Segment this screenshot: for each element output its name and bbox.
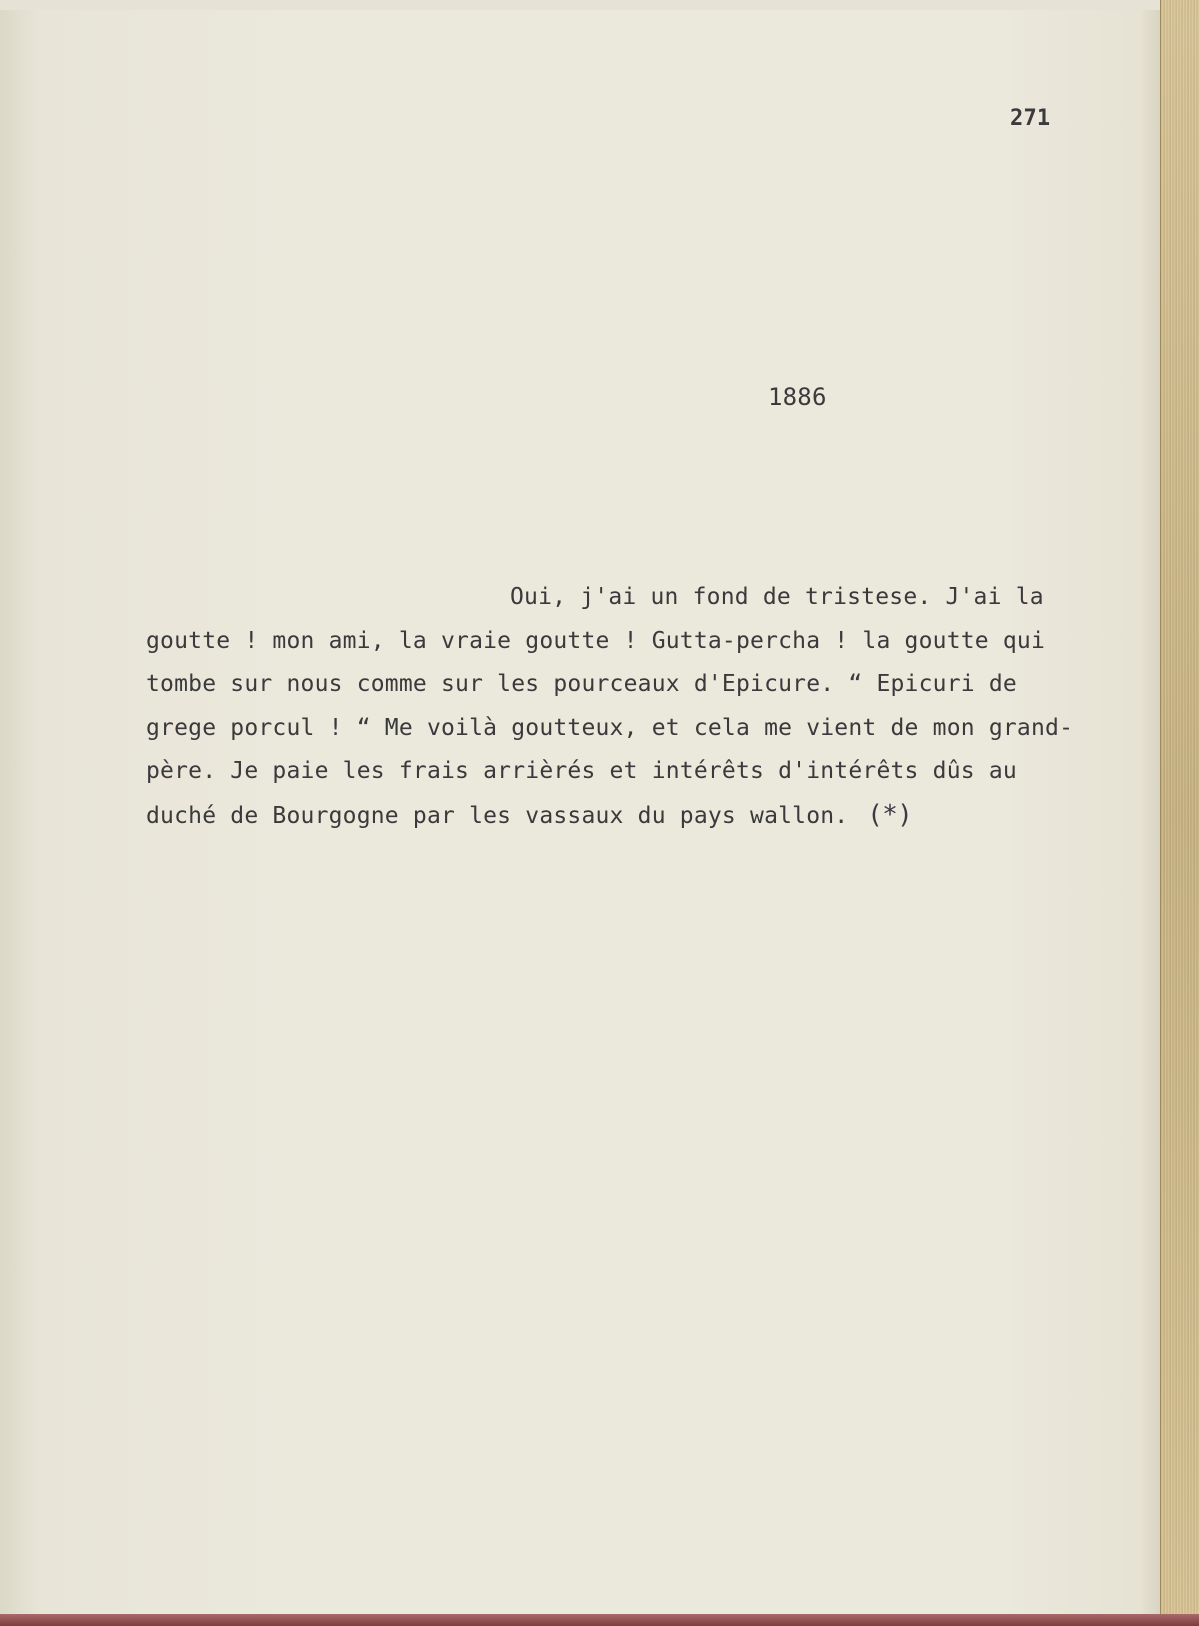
footnote-mark: (*)	[870, 799, 913, 830]
paragraph-line-4: grege porcul ! “ Me voilà goutteux, et cela me vient de mon grand-	[146, 714, 1074, 741]
page-number: 271	[1010, 106, 1051, 131]
paragraph-line-3: tombe sur nous comme sur les pourceaux d'Epicure. “ Epicuri de	[146, 671, 1017, 697]
book-cover-edge	[0, 1614, 1199, 1626]
main-paragraph	[146, 576, 1126, 838]
paragraph-line-6-text: duché de Bourgogne par les vassaux du pays wallon.	[146, 802, 849, 829]
paragraph-line-2: goutte ! mon ami, la vraie goutte ! Gutta-percha ! la goutte qui	[146, 627, 1046, 654]
paragraph-line-6	[146, 794, 1126, 839]
typewritten-page	[0, 10, 1160, 1617]
year-heading: 1886	[768, 383, 827, 411]
paragraph-line-1: Oui, j'ai un fond de tristese. J'ai la	[510, 584, 1044, 610]
paragraph-line-5: père. Je paie les frais arrièrés et intérêts d'intérêts dûs au	[146, 758, 1017, 784]
book-page-edges	[1160, 0, 1199, 1626]
show-through-text	[230, 110, 830, 138]
